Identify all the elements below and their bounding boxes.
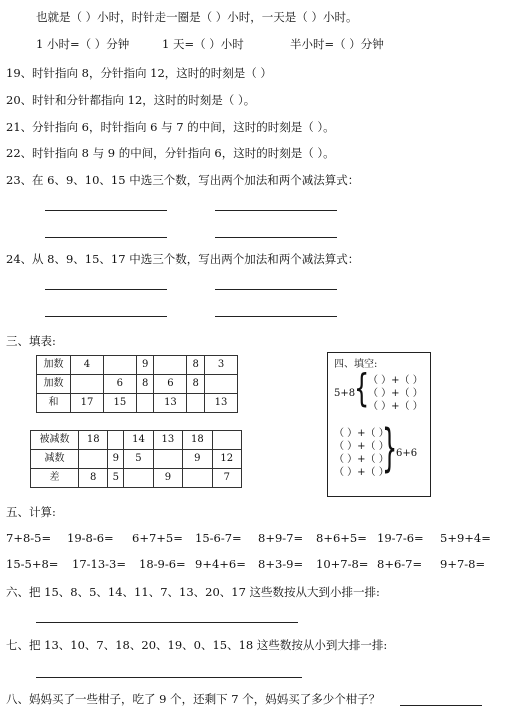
blank-pair[interactable]: （ ）+（ ） [368,375,423,386]
answer-line[interactable] [45,316,167,317]
table-cell[interactable]: 15 [103,394,136,413]
table-cell[interactable] [187,394,205,413]
question-text: 在 6、9、10、15 中选三个数，写出两个加法和两个减法算式： [32,173,360,187]
table-cell[interactable]: 6 [154,375,187,394]
table-cell[interactable] [71,375,104,394]
answer-line[interactable] [36,677,302,678]
table-cell[interactable]: 8 [187,375,205,394]
question-number: 22、 [6,146,33,160]
question-text: 时针指向 8，分针指向 12，这时的时刻是（ ） [32,66,272,80]
blank-pair[interactable]: （ ）+（ ） [368,401,423,412]
answer-line[interactable] [215,289,337,290]
calc-item: 8+9-7= [258,531,304,545]
table-row [31,469,242,488]
calc-item: 9+7-8= [440,557,486,571]
answer-line[interactable] [45,237,167,238]
table-cell[interactable]: 4 [71,356,104,375]
table-cell[interactable] [124,469,153,488]
q18-day-hours: 1 天=（ ）小时 [162,37,244,51]
addition-table [36,355,238,413]
table-cell[interactable]: 12 [212,450,241,469]
table-cell[interactable]: 5 [108,469,124,488]
blank-pair[interactable]: （ ）+（ ） [334,454,389,465]
table-cell[interactable] [154,356,187,375]
section6-question: 六、把 15、8、5、14、11、7、13、20、17 这些数按从大到小排一排: [6,585,380,599]
row-header: 减数 [31,450,79,469]
row-header: 被减数 [31,431,79,450]
table-cell[interactable]: 14 [124,431,153,450]
question-number: 19、 [6,66,33,80]
table-cell[interactable]: 5 [124,450,153,469]
table-row [37,375,238,394]
calc-item: 7+8-5= [6,531,52,545]
table-cell[interactable] [136,394,154,413]
table-row [31,431,242,450]
table-cell[interactable]: 13 [154,394,187,413]
answer-line[interactable] [215,316,337,317]
table-cell[interactable]: 9 [136,356,154,375]
section7-question: 七、把 13、10、7、18、20、19、0、15、18 这些数按从小到大排一排: [6,638,388,652]
calc-item: 18-9-6= [139,557,186,571]
calc-item: 8+6+5= [316,531,367,545]
table-cell[interactable]: 8 [136,375,154,394]
table-cell[interactable] [212,431,241,450]
calc-item: 8+6-7= [377,557,423,571]
table-cell[interactable] [205,375,238,394]
calc-item: 9+4+6= [195,557,246,571]
answer-line[interactable] [400,705,482,706]
blank-pair[interactable]: （ ）+（ ） [368,388,423,399]
q18-hour-minutes: 1 小时=（ ）分钟 [36,37,130,51]
section5-heading: 五、计算: [6,505,56,519]
table-cell[interactable]: 18 [79,431,108,450]
question-text: 时针和分针都指向 12，这时的时刻是（ ）。 [32,93,256,107]
table-cell[interactable]: 9 [153,469,182,488]
question-number: 21、 [6,120,33,134]
calc-item: 15-5+8= [6,557,59,571]
table-cell[interactable]: 7 [212,469,241,488]
calc-item: 6+7+5= [132,531,183,545]
row-header: 加数 [37,375,71,394]
table-cell[interactable] [153,450,182,469]
question-text: 分针指向 6，时针指向 6 与 7 的中间，这时的时刻是（ ）。 [32,120,335,134]
section8-question: 八、妈妈买了一些柑子，吃了 9 个，还剩下 7 个，妈妈买了多少个柑子？ [6,692,381,706]
calc-item: 10+7-8= [316,557,369,571]
table-row [37,394,238,413]
table-cell[interactable]: 9 [108,450,124,469]
table-cell[interactable]: 9 [183,450,212,469]
calc-item: 5+9+4= [440,531,491,545]
question-text: 从 8、9、15、17 中选三个数，写出两个加法和两个减法算式： [32,252,360,266]
subtraction-table [30,430,242,488]
calc-item: 19-7-6= [377,531,424,545]
calc-item: 17-13-3= [72,557,126,571]
table-cell[interactable]: 3 [205,356,238,375]
table-cell[interactable]: 13 [153,431,182,450]
decompose-number-top: 5+8 [334,388,356,399]
table-row [31,450,242,469]
table-cell[interactable]: 17 [71,394,104,413]
brace-icon: { [382,418,398,478]
answer-line[interactable] [215,210,337,211]
table-cell[interactable]: 13 [205,394,238,413]
answer-line[interactable] [45,289,167,290]
answer-line[interactable] [36,622,298,623]
table-cell[interactable]: 6 [103,375,136,394]
table-cell[interactable]: 8 [79,469,108,488]
section3-heading: 三、填表: [6,334,56,348]
brace-icon: { [354,365,370,411]
fill-in-box [327,352,431,497]
question-number: 23、 [6,173,33,187]
table-cell[interactable]: 8 [187,356,205,375]
calc-item: 15-6-7= [195,531,242,545]
answer-line[interactable] [45,210,167,211]
row-header: 差 [31,469,79,488]
row-header: 加数 [37,356,71,375]
row-header: 和 [37,394,71,413]
table-cell[interactable] [108,431,124,450]
table-cell[interactable] [103,356,136,375]
table-row [37,356,238,375]
blank-pair[interactable]: （ ）+（ ） [334,428,389,439]
table-cell[interactable] [183,469,212,488]
q18-line1: 也就是（ ）小时，时针走一圈是（ ）小时，一天是（ ）小时。 [36,10,358,24]
question-number: 24、 [6,252,33,266]
blank-pair[interactable]: （ ）+（ ） [334,467,389,478]
table-cell[interactable]: 18 [183,431,212,450]
section4-heading: 四、填空: [334,359,378,370]
blank-pair[interactable]: （ ）+（ ） [334,441,389,452]
calc-item: 19-8-6= [67,531,114,545]
question-number: 20、 [6,93,33,107]
table-cell[interactable] [79,450,108,469]
q18-half-hour: 半小时=（ ）分钟 [290,37,384,51]
answer-line[interactable] [215,237,337,238]
calc-item: 8+3-9= [258,557,304,571]
question-text: 时针指向 8 与 9 的中间，分针指向 6，这时的时刻是（ ）。 [32,146,335,160]
decompose-number-bottom: 6+6 [396,448,418,459]
